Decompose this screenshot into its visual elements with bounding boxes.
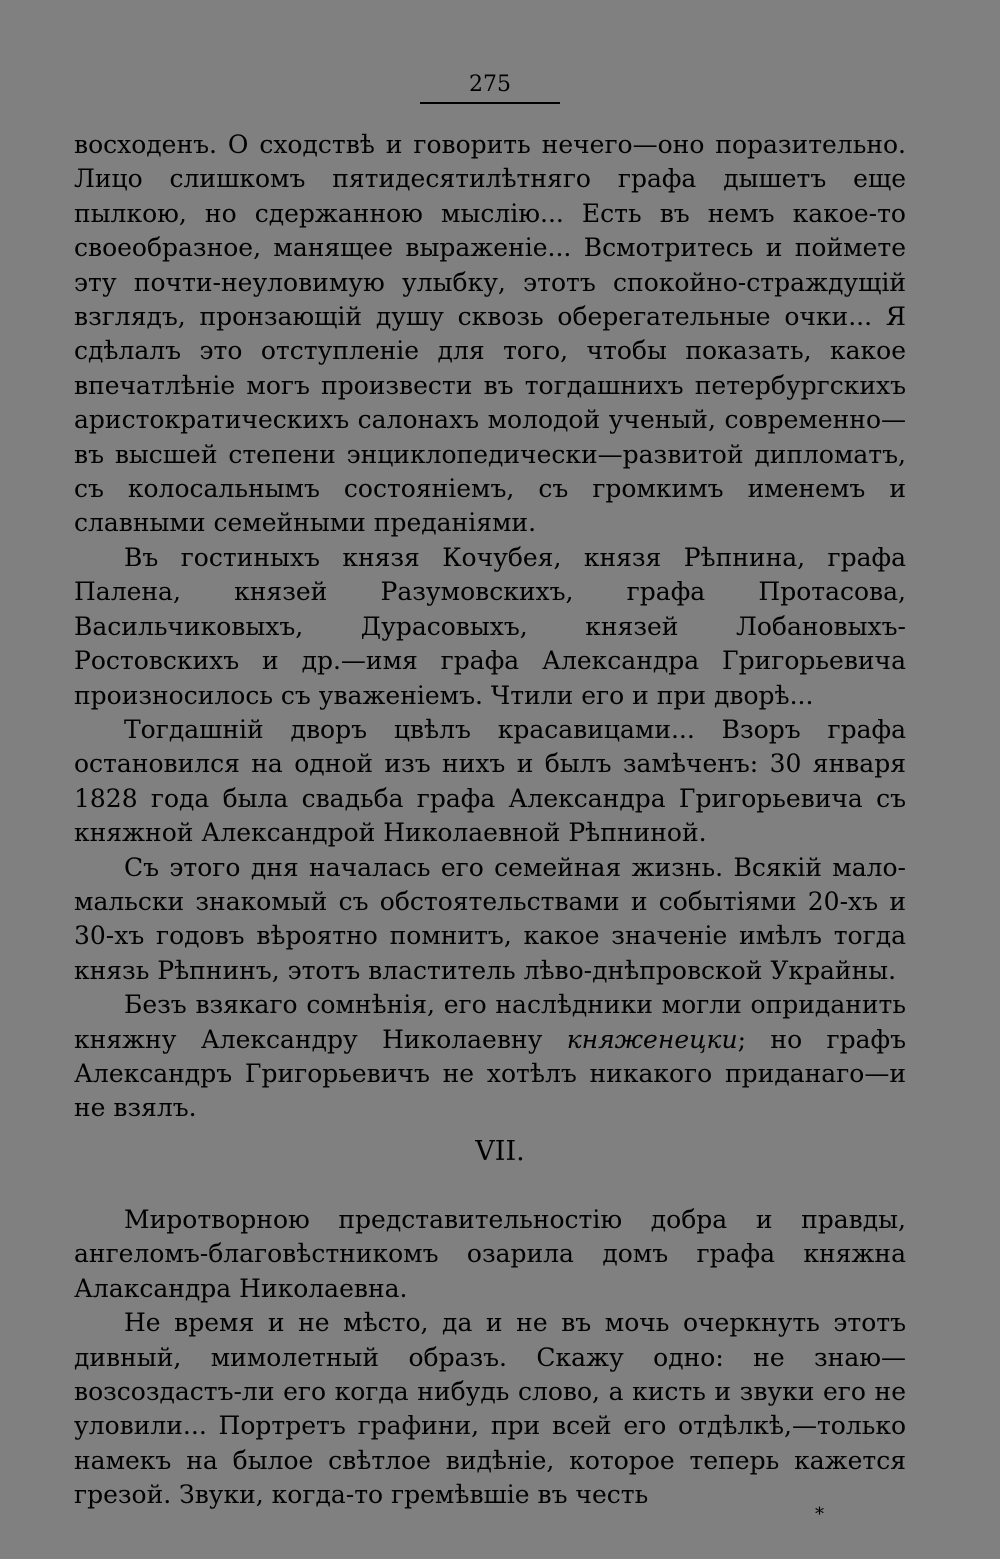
text-block-top [74, 128, 906, 1126]
paragraph: восходенъ. О сходствѣ и говорить нечего—оно поразительно. Лицо слишкомъ пятидесятилѣтняго графа дышетъ еще пылкою, но сдержанною мыслію... Есть въ немъ какое-то своеобразное, манящее выраженіе... Всмотритесь и поймете эту почти-неуловимую улыбку, этотъ спокойно-страждущій взглядъ, пронзающій душу сквозь оберегательные очки... Я сдѣлалъ это отступленіе для того, чтобы показать, какое впечатлѣніе могъ произвести въ тогдашнихъ петербургскихъ аристократическихъ салонахъ молодой ученый, современно—въ высшей степени энциклопедически—развитой дипломатъ, съ колосальнымъ состояніемъ, съ громкимъ именемъ и славными семейными преданіями. [74, 130, 906, 538]
section-heading: VII. [475, 1136, 525, 1167]
paragraph-text: Безъ взякаго сомнѣнія, его наслѣдники могли оприданить княжну Александру Николаевну [74, 990, 906, 1054]
page-number: 275 [420, 70, 560, 104]
text-block-bottom [74, 1203, 906, 1513]
paragraph: Съ этого дня началась его семейная жизнь. Всякій мало-мальски знакомый съ обстоятельствами и событіями 20-хъ и 30-хъ годовъ вѣроятно помнитъ, какое значеніе имѣлъ тогда князь Рѣпнинъ, этотъ властитель лѣво-днѣпровской Украйны. [74, 852, 906, 985]
paragraph-text: ; но графъ Александръ Григорьевичъ не хотѣлъ никакого приданаго—и не взялъ. [74, 1024, 906, 1123]
paragraph [74, 988, 906, 1126]
paragraph: Тогдашній дворъ цвѣлъ красавицами... Взоръ графа остановился на одной изъ нихъ и былъ замѣченъ: 30 января 1828 года была свадьба графа Александра Григорьевича съ княжной Александрой Николаевной Рѣпниной. [74, 714, 906, 848]
footer-mark: * [815, 1504, 824, 1525]
paragraph: Не время и не мѣсто, да и не въ мочь очеркнуть этотъ дивный, мимолетный образъ. Скажу одно: не знаю—возсоздастъ-ли его когда нибудь слово, а кисть и звуки его не уловили... Портретъ графини, при всей его отдѣлкѣ,—только намекъ на былое свѣтлое видѣніе, которое теперь кажется грезой. Звуки, когда-то гремѣвшіе въ честь [74, 1308, 906, 1510]
italic-word: княженецки [566, 1024, 738, 1054]
paragraph: Миротворною представительностію добра и правды, ангеломъ-благовѣстникомъ озарила домъ графа княжна Алаксандра Николаевна. [74, 1205, 906, 1303]
paragraph: Въ гостиныхъ князя Кочубея, князя Рѣпнина, графа Палена, князей Разумовскихъ, графа Протасова, Васильчиковыхъ, Дурасовыхъ, князей Лобановыхъ-Ростовскихъ и др.—имя графа Александра Григорьевича произносилось съ уваженіемъ. Чтили его и при дворѣ... [74, 542, 906, 710]
